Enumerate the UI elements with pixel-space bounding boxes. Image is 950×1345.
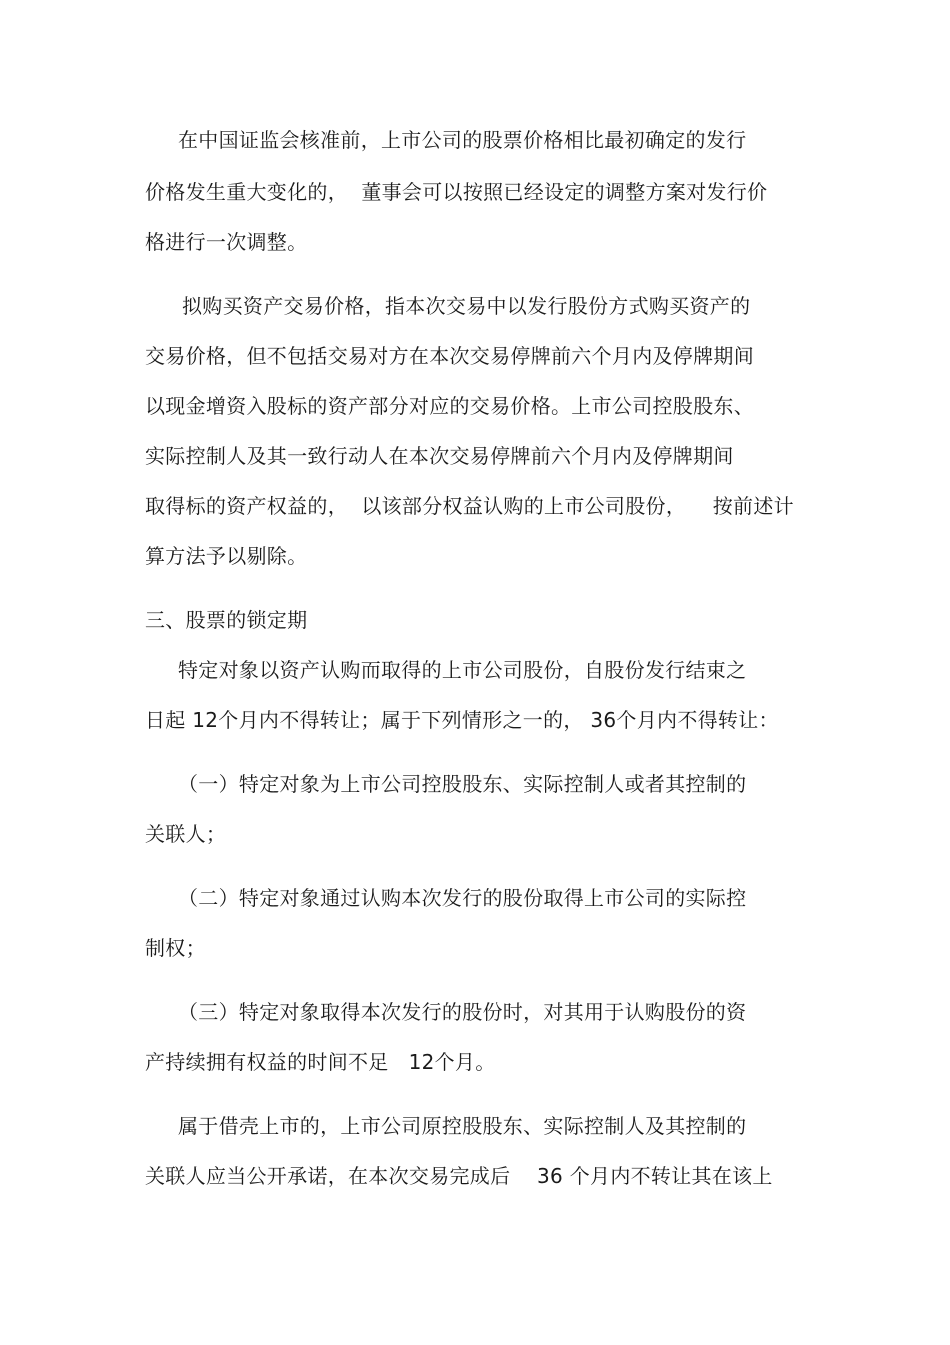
section-heading: 三、股票的锁定期	[145, 608, 308, 632]
text-line: 取得标的资产权益的， 以该部分权益认购的上市公司股份， 按前述计	[145, 494, 794, 518]
text-line: 产持续拥有权益的时间不足 12个月。	[145, 1050, 496, 1074]
text-line: 以现金增资入股标的资产部分对应的交易价格。上市公司控股股东、	[145, 394, 754, 418]
text-line: 格进行一次调整。	[145, 230, 308, 254]
text-line: （三）特定对象取得本次发行的股份时，对其用于认购股份的资	[178, 1000, 747, 1024]
text-line: 交易价格，但不包括交易对方在本次交易停牌前六个月内及停牌期间	[145, 344, 754, 368]
text-line: 关联人应当公开承诺，在本次交易完成后 36 个月内不转让其在该上	[145, 1164, 773, 1188]
text-line: 价格发生重大变化的， 董事会可以按照已经设定的调整方案对发行价	[145, 180, 768, 204]
text-line: （一）特定对象为上市公司控股股东、实际控制人或者其控制的	[178, 772, 747, 796]
text-line: 关联人；	[145, 822, 227, 846]
text-line: 拟购买资产交易价格，指本次交易中以发行股份方式购买资产的	[182, 294, 751, 318]
text-line: （二）特定对象通过认购本次发行的股份取得上市公司的实际控	[178, 886, 747, 910]
text-line: 属于借壳上市的，上市公司原控股股东、实际控制人及其控制的	[178, 1114, 747, 1138]
text-line: 实际控制人及其一致行动人在本次交易停牌前六个月内及停牌期间	[145, 444, 734, 468]
text-line: 在中国证监会核准前，上市公司的股票价格相比最初确定的发行	[178, 128, 747, 152]
text-line: 特定对象以资产认购而取得的上市公司股份，自股份发行结束之	[178, 658, 747, 682]
text-line: 日起 12个月内不得转让；属于下列情形之一的， 36个月内不得转让：	[145, 708, 779, 732]
text-line: 制权；	[145, 936, 206, 960]
text-line: 算方法予以剔除。	[145, 544, 308, 568]
